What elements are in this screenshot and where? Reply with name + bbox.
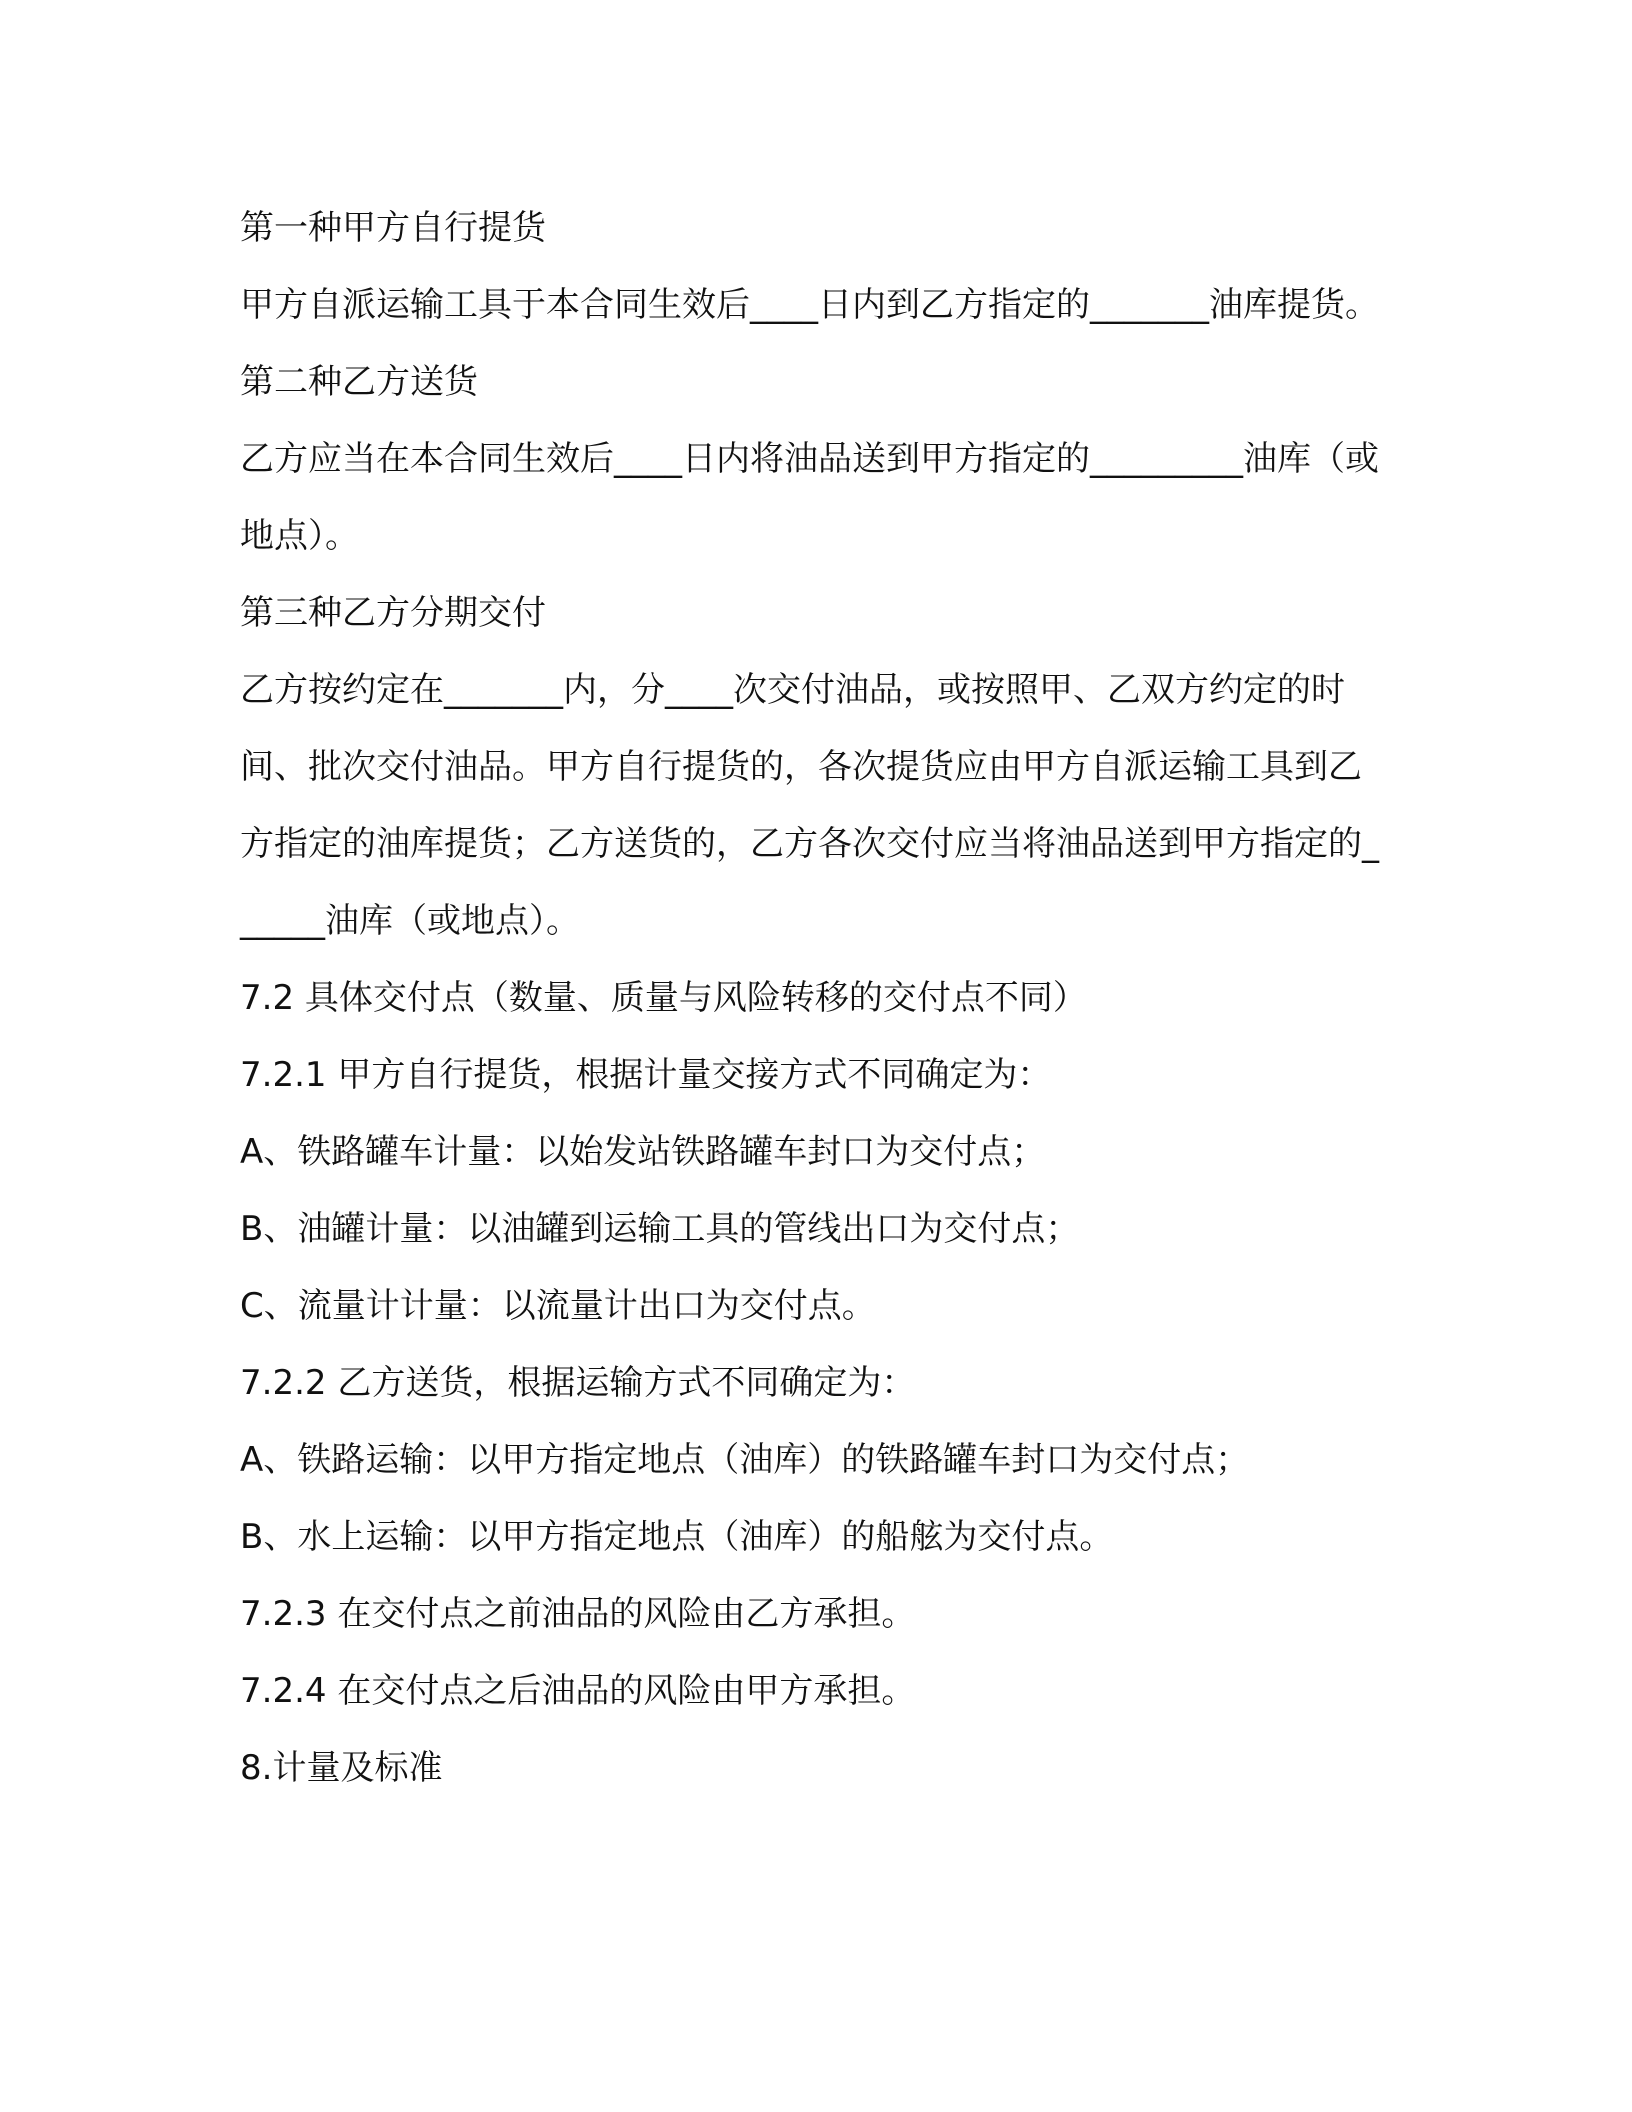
clause-7-2-2: 7.2.2 乙方送货，根据运输方式不同确定为： <box>240 1363 916 1403</box>
section-heading-delivery: 第二种乙方送货 <box>240 362 478 402</box>
clause-7-2-3: 7.2.3 在交付点之前油品的风险由乙方承担。 <box>240 1594 916 1634</box>
document-body <box>240 190 1390 1807</box>
clause-7-2-1-a: A、铁路罐车计量：以始发站铁路罐车封口为交付点； <box>240 1132 1046 1172</box>
clause-7-2-1: 7.2.1 甲方自行提货，根据计量交接方式不同确定为： <box>240 1055 1052 1095</box>
clause-7-2-2-b: B、水上运输：以甲方指定地点（油库）的船舷为交付点。 <box>240 1517 1114 1557</box>
clause-7-2-2-a: A、铁路运输：以甲方指定地点（油库）的铁路罐车封口为交付点； <box>240 1440 1250 1480</box>
section-heading-8: 8.计量及标准 <box>240 1748 443 1788</box>
paragraph-delivery: 乙方应当在本合同生效后____日内将油品送到甲方指定的_________油库（或地点）。 <box>240 439 1379 556</box>
clause-7-2: 7.2 具体交付点（数量、质量与风险转移的交付点不同） <box>240 978 1087 1018</box>
clause-7-2-1-b: B、油罐计量：以油罐到运输工具的管线出口为交付点； <box>240 1209 1080 1249</box>
paragraph-self-pickup: 甲方自派运输工具于本合同生效后____日内到乙方指定的_______油库提货。 <box>240 285 1379 325</box>
paragraph-installments: 乙方按约定在_______内，分____次交付油品，或按照甲、乙双方约定的时间、批次交付油品。甲方自行提货的，各次提货应由甲方自派运输工具到乙方指定的油库提货；乙方送货的，乙方各次交付应当将油品送到甲方指定的______油库（或地点）。 <box>240 670 1379 941</box>
section-heading-installments: 第三种乙方分期交付 <box>240 593 546 633</box>
clause-7-2-1-c: C、流量计计量：以流量计出口为交付点。 <box>240 1286 876 1326</box>
section-heading-self-pickup: 第一种甲方自行提货 <box>240 208 546 248</box>
clause-7-2-4: 7.2.4 在交付点之后油品的风险由甲方承担。 <box>240 1671 916 1711</box>
